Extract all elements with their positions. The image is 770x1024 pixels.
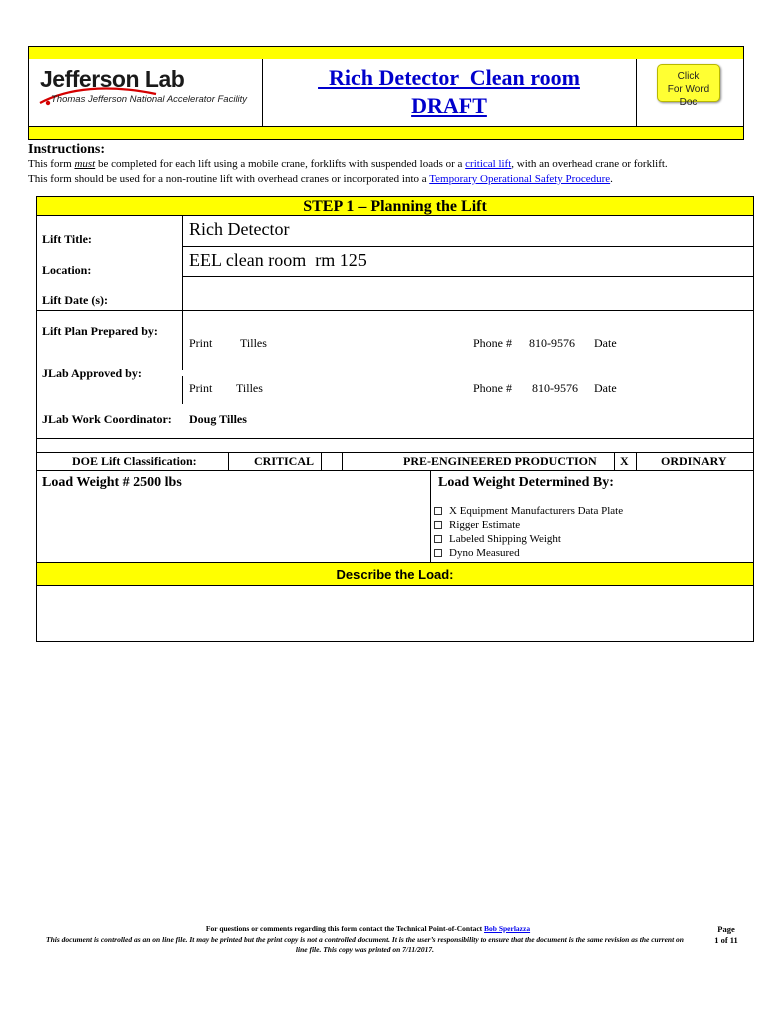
option-label: Dyno Measured [449,547,520,559]
option-rigger-estimate[interactable] [434,519,520,531]
document-title [268,64,630,120]
page-number [700,924,752,946]
prepared-phone-field[interactable]: 810-9576 [529,336,575,350]
classification-mark[interactable]: X [620,454,629,468]
option-shipping-weight[interactable] [434,533,561,545]
option-label: Rigger Estimate [449,519,521,531]
option-label: Labeled Shipping Weight [449,533,561,545]
column-divider [321,452,322,470]
row-divider [36,452,754,453]
column-divider [182,216,183,370]
prepared-print-label: Print [189,336,213,350]
lift-date-label: Lift Date (s): [42,293,108,307]
prepared-date-label: Date [594,336,617,350]
word-doc-button-line1: Click [677,71,700,82]
location-field[interactable]: EEL clean room rm 125 [189,250,367,270]
jefferson-lab-logo [38,66,253,110]
work-coordinator-label: JLab Work Coordinator: [42,412,172,426]
classification-pre-engineered[interactable]: PRE-ENGINEERED PRODUCTION [403,454,597,468]
option-data-plate[interactable] [434,505,623,517]
instructions-text: This form [28,158,75,170]
word-doc-button[interactable] [657,64,720,108]
instructions-heading: Instructions: [28,142,106,157]
contact-link[interactable]: Bob Sperlazza [484,924,531,933]
header-bottom-strip [28,126,744,140]
header-top-strip [28,46,744,60]
column-divider [342,452,343,470]
footer-disclaimer: This document is controlled as an on line file. It may be printed but the print copy is not a controlled document. It is the user’s responsibility to ensure that the document is the same revision as the current on line file. This copy was printed on 7/11/2017. [46,935,684,954]
row-divider [36,438,754,439]
classification-critical[interactable]: CRITICAL [254,454,315,468]
logo-subtitle: Thomas Jefferson National Accelerator Facility [51,94,248,105]
page-label: Page [717,924,735,934]
instructions-text: , with an overhead crane or forklift. [511,158,668,170]
instructions-line-1 [28,158,668,170]
location-label: Location: [42,263,92,277]
describe-load-heading: Describe the Load: [36,562,754,586]
header-divider [262,59,263,127]
row-divider [36,470,754,471]
instructions-line-2 [28,173,613,185]
column-divider [614,452,615,470]
lift-title-label: Lift Title: [42,232,92,246]
prepared-phone-label: Phone # [473,336,512,350]
instructions-emphasis: must [74,158,96,170]
document-title-line1: Rich Detector Clean room [318,65,580,90]
option-dyno-measured[interactable] [434,547,520,559]
column-divider [636,452,637,470]
approved-print-field[interactable]: Tilles [236,381,263,395]
instructions-text: . [610,173,613,185]
document-title-line2: DRAFT [411,93,487,118]
logo-text: Jefferson Lab [40,66,185,92]
column-divider [182,376,183,404]
column-divider [228,452,229,470]
column-divider [430,470,431,562]
option-label: X Equipment Manufacturers Data Plate [449,505,624,517]
describe-load-field[interactable] [36,586,754,642]
critical-lift-link[interactable]: critical lift [465,158,512,170]
approved-phone-label: Phone # [473,381,512,395]
page-count: 1 of 11 [714,935,738,945]
header-divider [636,59,637,127]
step1-form [36,216,754,562]
checkbox-icon[interactable] [434,507,442,515]
row-divider [36,310,754,311]
classification-ordinary[interactable]: ORDINARY [661,454,727,468]
footer-contact-text: For questions or comments regarding this form contact the Technical Point-of-Contact [205,924,485,933]
load-weight-determined-label: Load Weight Determined By: [438,475,614,490]
checkbox-icon[interactable] [434,521,442,529]
approved-by-label: JLab Approved by: [42,366,142,380]
checkbox-icon[interactable] [434,535,442,543]
lift-title-field[interactable]: Rich Detector [189,219,290,239]
approved-date-label: Date [594,381,617,395]
step1-heading: STEP 1 – Planning the Lift [36,196,754,216]
checkbox-icon[interactable] [434,549,442,557]
instructions-text: be completed for each lift using a mobile crane, forklifts with suspended loads or a [95,158,466,170]
lift-classification-label: DOE Lift Classification: [72,454,197,468]
prepared-by-label: Lift Plan Prepared by: [42,324,158,338]
load-weight-label: Load Weight # 2500 lbs [42,475,182,490]
work-coordinator-value[interactable]: Doug Tilles [189,412,247,426]
prepared-print-field[interactable]: Tilles [240,336,267,350]
approved-phone-field[interactable]: 810-9576 [532,381,578,395]
row-divider [182,246,754,247]
row-divider [182,276,754,277]
approved-print-label: Print [189,381,213,395]
word-doc-button-line2: For Word Doc [667,84,710,108]
tosp-link[interactable]: Temporary Operational Safety Procedure [429,173,611,185]
footer-contact [60,924,676,933]
instructions-text: This form should be used for a non-routine lift with overhead cranes or incorporated into a [28,173,430,185]
